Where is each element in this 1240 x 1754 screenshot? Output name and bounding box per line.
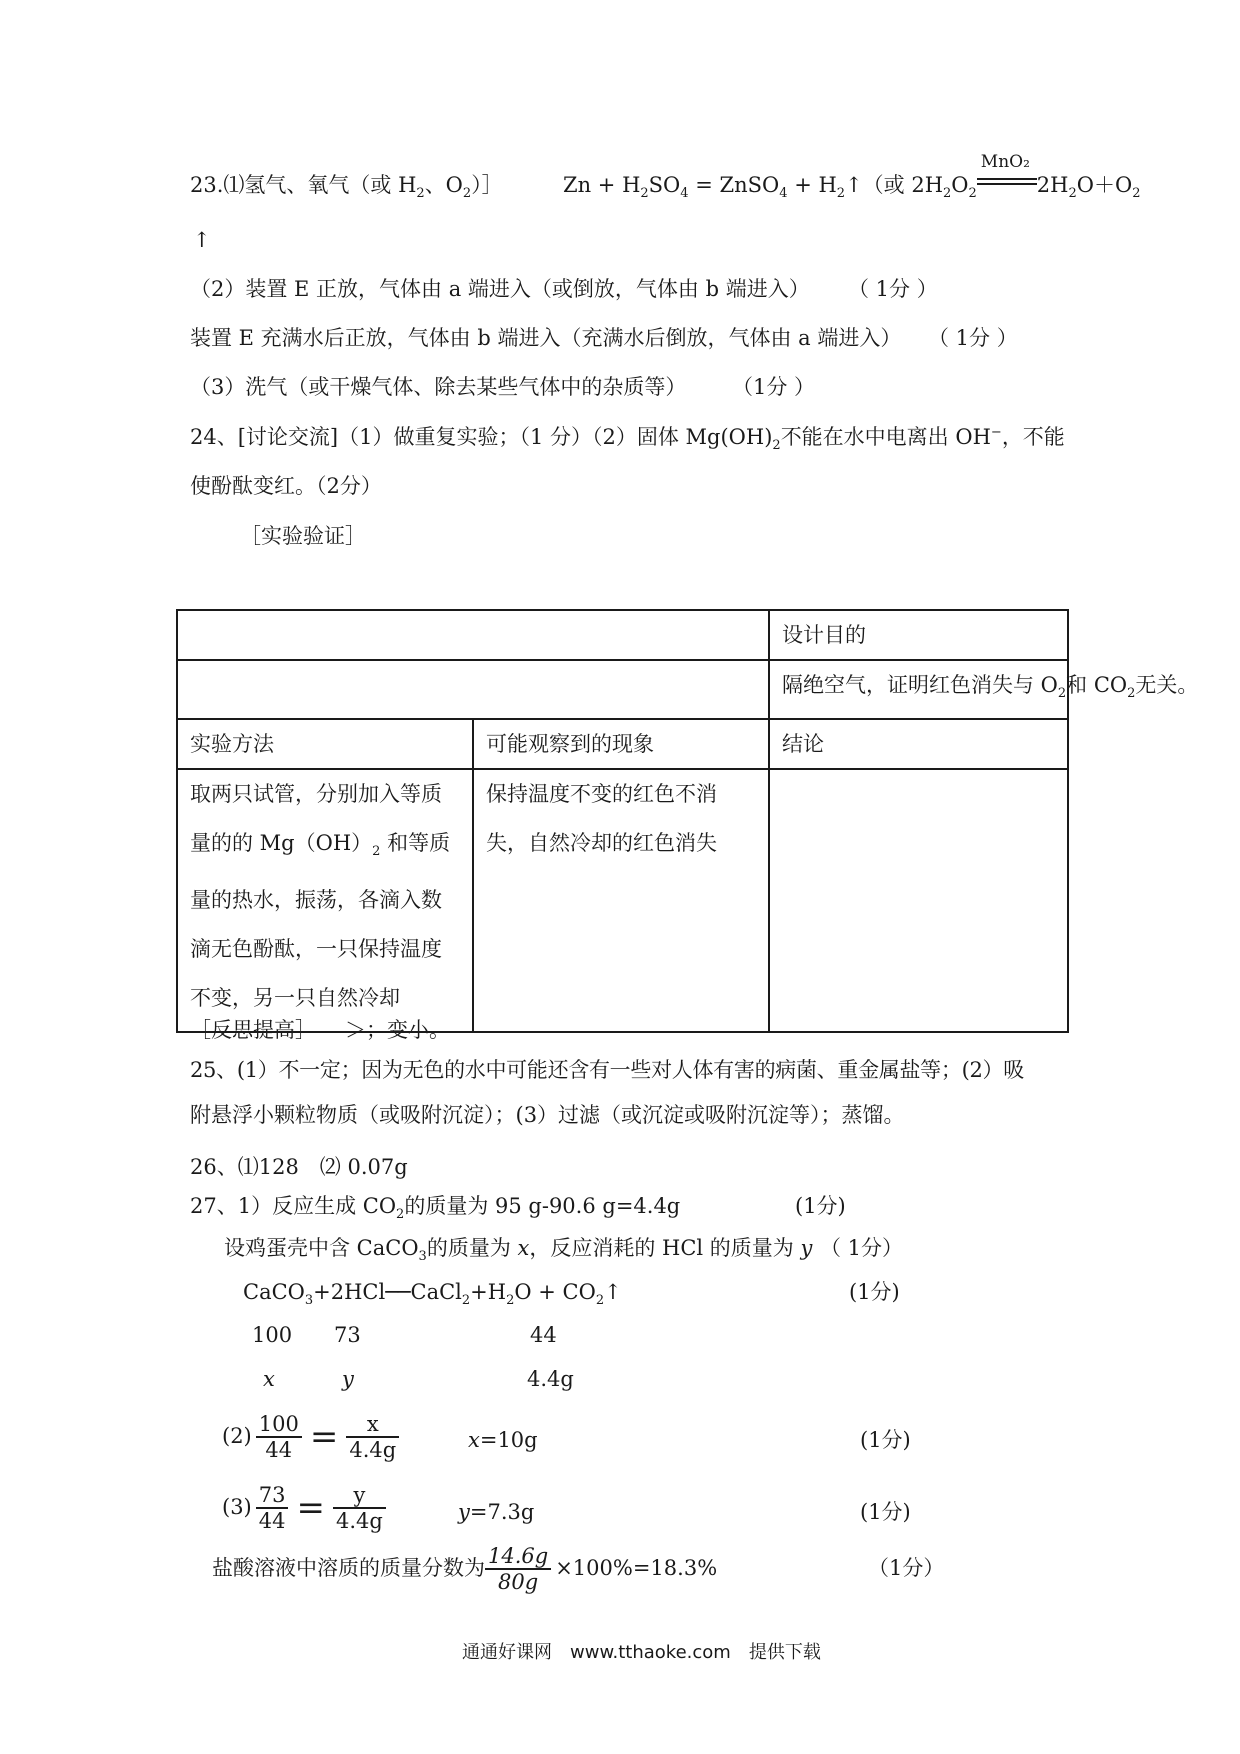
eq-text: ↑（或 2H bbox=[845, 173, 944, 197]
subscript: 2 bbox=[1132, 186, 1141, 201]
result-variable: y bbox=[458, 1500, 470, 1524]
q25-line2: 附悬浮小颗粒物质（或吸附沉淀）；(3）过滤（或沉淀或吸附沉淀等）；蒸馏。 bbox=[190, 1103, 905, 1127]
fraction bbox=[346, 1413, 399, 1461]
eq-text: CaCO bbox=[243, 1280, 305, 1304]
q27-text: 27、1）反应生成 CO bbox=[190, 1194, 397, 1218]
subscript: 2 bbox=[1127, 686, 1136, 701]
q23-line1 bbox=[190, 173, 503, 202]
step2-score: (1分) bbox=[860, 1428, 911, 1452]
step-label: (3) bbox=[222, 1495, 252, 1520]
subscript: 2 bbox=[506, 1293, 515, 1308]
eq-text: O + CO bbox=[514, 1280, 596, 1304]
final-text: 盐酸溶液中溶质的质量分数为 bbox=[212, 1556, 485, 1581]
fraction bbox=[485, 1545, 551, 1593]
superscript: − bbox=[990, 425, 1002, 440]
fraction-numerator: 100 bbox=[256, 1413, 302, 1438]
purpose-text-a: 隔绝空气，证明红色消失与 O bbox=[782, 673, 1058, 697]
q23-part1: ⑴氢气、氧气（或 H bbox=[223, 173, 417, 197]
eq-text: ↑ bbox=[604, 1280, 622, 1304]
fraction-numerator: x bbox=[346, 1413, 399, 1438]
mr-hcl: 73 bbox=[334, 1323, 361, 1347]
fraction-numerator: 14.6g bbox=[485, 1545, 551, 1570]
val-co2: 4.4g bbox=[527, 1367, 574, 1391]
eq-text: O＋O bbox=[1076, 173, 1133, 197]
catalyst-label: MnO₂ bbox=[980, 152, 1030, 172]
col-conclusion-header: 结论 bbox=[769, 719, 1068, 769]
purpose-text-c: 无关。 bbox=[1135, 673, 1199, 697]
step-label: (2) bbox=[222, 1424, 252, 1449]
step2-result bbox=[468, 1428, 538, 1453]
step2 bbox=[222, 1405, 403, 1469]
method-cell bbox=[177, 769, 473, 1032]
q27-text: 的质量为 95 g-90.6 g=4.4g bbox=[404, 1194, 681, 1218]
eq-text: +2HCl──CaCl bbox=[313, 1280, 462, 1304]
q23-part1-mid: 、O bbox=[424, 173, 463, 197]
fraction-denominator: 80g bbox=[498, 1570, 539, 1594]
eq-text: + H bbox=[787, 173, 837, 197]
table-cell-empty bbox=[177, 610, 769, 660]
q27-line1 bbox=[190, 1194, 680, 1223]
q23-part3: （3）洗气（或干燥气体、除去某些气体中的杂质等） bbox=[190, 375, 687, 399]
subscript: 2 bbox=[595, 1293, 605, 1308]
experiment-table bbox=[176, 609, 1199, 1033]
fraction bbox=[256, 1484, 289, 1532]
subscript: 4 bbox=[680, 186, 689, 201]
q24-text: ，不能 bbox=[1001, 425, 1065, 449]
table-header-row bbox=[177, 719, 1068, 769]
page-footer: 通通好课网 www.tthaoke.com 提供下载 bbox=[462, 1642, 821, 1663]
final-line bbox=[212, 1537, 717, 1601]
q23-equation bbox=[563, 152, 1141, 202]
q23-part2b: 装置 E 充满水后正放，气体由 b 端进入（充满水后倒放，气体由 a 端进入） bbox=[190, 326, 902, 350]
q23-part2-score: （ 1分 ） bbox=[848, 277, 938, 301]
step3-score: (1分) bbox=[860, 1500, 911, 1524]
var-x: x bbox=[263, 1367, 275, 1391]
fraction-denominator: 4.4g bbox=[335, 1509, 383, 1533]
q24-text: 不能在水中电离出 OH bbox=[780, 425, 991, 449]
question-number: 23. bbox=[190, 173, 224, 197]
subscript: 2 bbox=[836, 186, 846, 201]
q23-arrow-wrap: ↑ bbox=[193, 228, 211, 252]
eq-text: O bbox=[951, 173, 969, 197]
purpose-text-b: 和 CO bbox=[1066, 673, 1128, 697]
subscript: 2 bbox=[772, 438, 781, 453]
table-cell-empty bbox=[177, 660, 769, 719]
subscript: 2 bbox=[462, 186, 472, 201]
subscript: 2 bbox=[461, 1293, 471, 1308]
fraction bbox=[256, 1413, 302, 1461]
q27-eq-score: (1分) bbox=[849, 1280, 900, 1304]
fraction bbox=[333, 1484, 386, 1532]
eq-text: SO bbox=[648, 173, 681, 197]
q24-line2: 使酚酞变红。（2分） bbox=[190, 474, 382, 498]
mr-caco3: 100 bbox=[252, 1323, 293, 1347]
result-value: =7.3g bbox=[469, 1500, 535, 1524]
q23-part2b-score: （ 1分 ） bbox=[928, 326, 1018, 350]
subscript: 2 bbox=[1057, 686, 1067, 701]
step3-result bbox=[458, 1500, 534, 1525]
subscript: 2 bbox=[968, 186, 977, 201]
q25-line1: 25、(1）不一定；因为无色的水中可能还含有一些对人体有害的病菌、重金属盐等；(2）吸 bbox=[190, 1058, 1024, 1082]
mr-co2: 44 bbox=[530, 1323, 557, 1347]
q27-text: 的质量为 bbox=[426, 1236, 518, 1260]
eq-text: = ZnSO bbox=[688, 173, 780, 197]
purpose-header: 设计目的 bbox=[769, 610, 1068, 660]
fraction-numerator: 73 bbox=[256, 1484, 289, 1509]
subscript: 2 bbox=[416, 186, 425, 201]
table-row bbox=[177, 660, 1068, 719]
result-variable: x bbox=[468, 1428, 480, 1452]
subscript: 2 bbox=[372, 844, 381, 859]
q27-line2 bbox=[224, 1236, 812, 1265]
double-line-top bbox=[977, 178, 1037, 180]
var-y: y bbox=[342, 1367, 354, 1391]
subscript: 3 bbox=[304, 1293, 314, 1308]
q24-line1 bbox=[190, 425, 1065, 454]
table-row bbox=[177, 769, 1068, 1032]
double-line-bottom bbox=[977, 183, 1037, 185]
subscript: 2 bbox=[640, 186, 649, 201]
subscript: 4 bbox=[779, 186, 788, 201]
result-value: =10g bbox=[479, 1428, 538, 1452]
conclusion-cell bbox=[769, 769, 1068, 1032]
final-text: ×100%=18.3% bbox=[555, 1556, 718, 1581]
subscript: 2 bbox=[396, 1207, 405, 1222]
phenomenon-cell: 保持温度不变的红色不消失，自然冷却的红色消失 bbox=[473, 769, 769, 1032]
step3 bbox=[222, 1476, 390, 1540]
col-method-header: 实验方法 bbox=[177, 719, 473, 769]
subscript: 2 bbox=[943, 186, 952, 201]
q27-equation bbox=[243, 1280, 622, 1309]
method-text-a: 取两只试管，分别加入等质量的的 Mg（OH） bbox=[190, 782, 442, 855]
method-text-b: 和等质量的热水，振荡，各滴入数滴无色酚酞，一只保持温度不变，另一只自然冷却 bbox=[190, 831, 451, 1010]
fraction-numerator: y bbox=[333, 1484, 386, 1509]
q27-text: 设鸡蛋壳中含 CaCO bbox=[224, 1236, 419, 1260]
q24-verify-heading: ［实验验证］ bbox=[240, 524, 366, 548]
q26-line: 26、⑴128 ⑵ 0.07g bbox=[190, 1155, 408, 1179]
q23-part2: （2）装置 E 正放，气体由 a 端进入（或倒放，气体由 b 端进入） bbox=[190, 277, 810, 301]
eq-text: 2H bbox=[1036, 173, 1069, 197]
equals-sign: = bbox=[296, 1487, 325, 1528]
variable-x: x bbox=[517, 1236, 530, 1260]
q27-line1-score: (1分) bbox=[795, 1194, 846, 1218]
subscript: 2 bbox=[1068, 186, 1077, 201]
eq-text: Zn + H bbox=[563, 173, 641, 197]
q24-text: 24、[讨论交流]（1）做重复实验；（1 分）（2）固体 Mg(OH) bbox=[190, 425, 773, 449]
col-phenomenon-header: 可能观察到的现象 bbox=[473, 719, 769, 769]
fraction-denominator: 4.4g bbox=[349, 1438, 397, 1462]
purpose-text bbox=[769, 660, 1199, 719]
variable-y: y bbox=[800, 1236, 813, 1260]
fraction-denominator: 44 bbox=[265, 1438, 293, 1462]
q27-line2-score: （ 1分） bbox=[820, 1236, 904, 1260]
q27-text: ，反应消耗的 HCl 的质量为 bbox=[529, 1236, 801, 1260]
equals-sign: = bbox=[309, 1416, 339, 1457]
final-score: （1分） bbox=[868, 1556, 945, 1580]
reflect-heading: ［反思提高］ bbox=[190, 1018, 316, 1042]
q23-part1-end: ）］ bbox=[471, 173, 503, 197]
fraction-denominator: 44 bbox=[258, 1509, 286, 1533]
table-row bbox=[177, 610, 1068, 660]
subscript: 3 bbox=[418, 1249, 427, 1264]
q23-part3-score: （1分 ） bbox=[732, 375, 816, 399]
catalyst-condition bbox=[977, 152, 1037, 192]
reflect-answer: ＞；变小。 bbox=[345, 1018, 450, 1042]
eq-text: +H bbox=[470, 1280, 507, 1304]
